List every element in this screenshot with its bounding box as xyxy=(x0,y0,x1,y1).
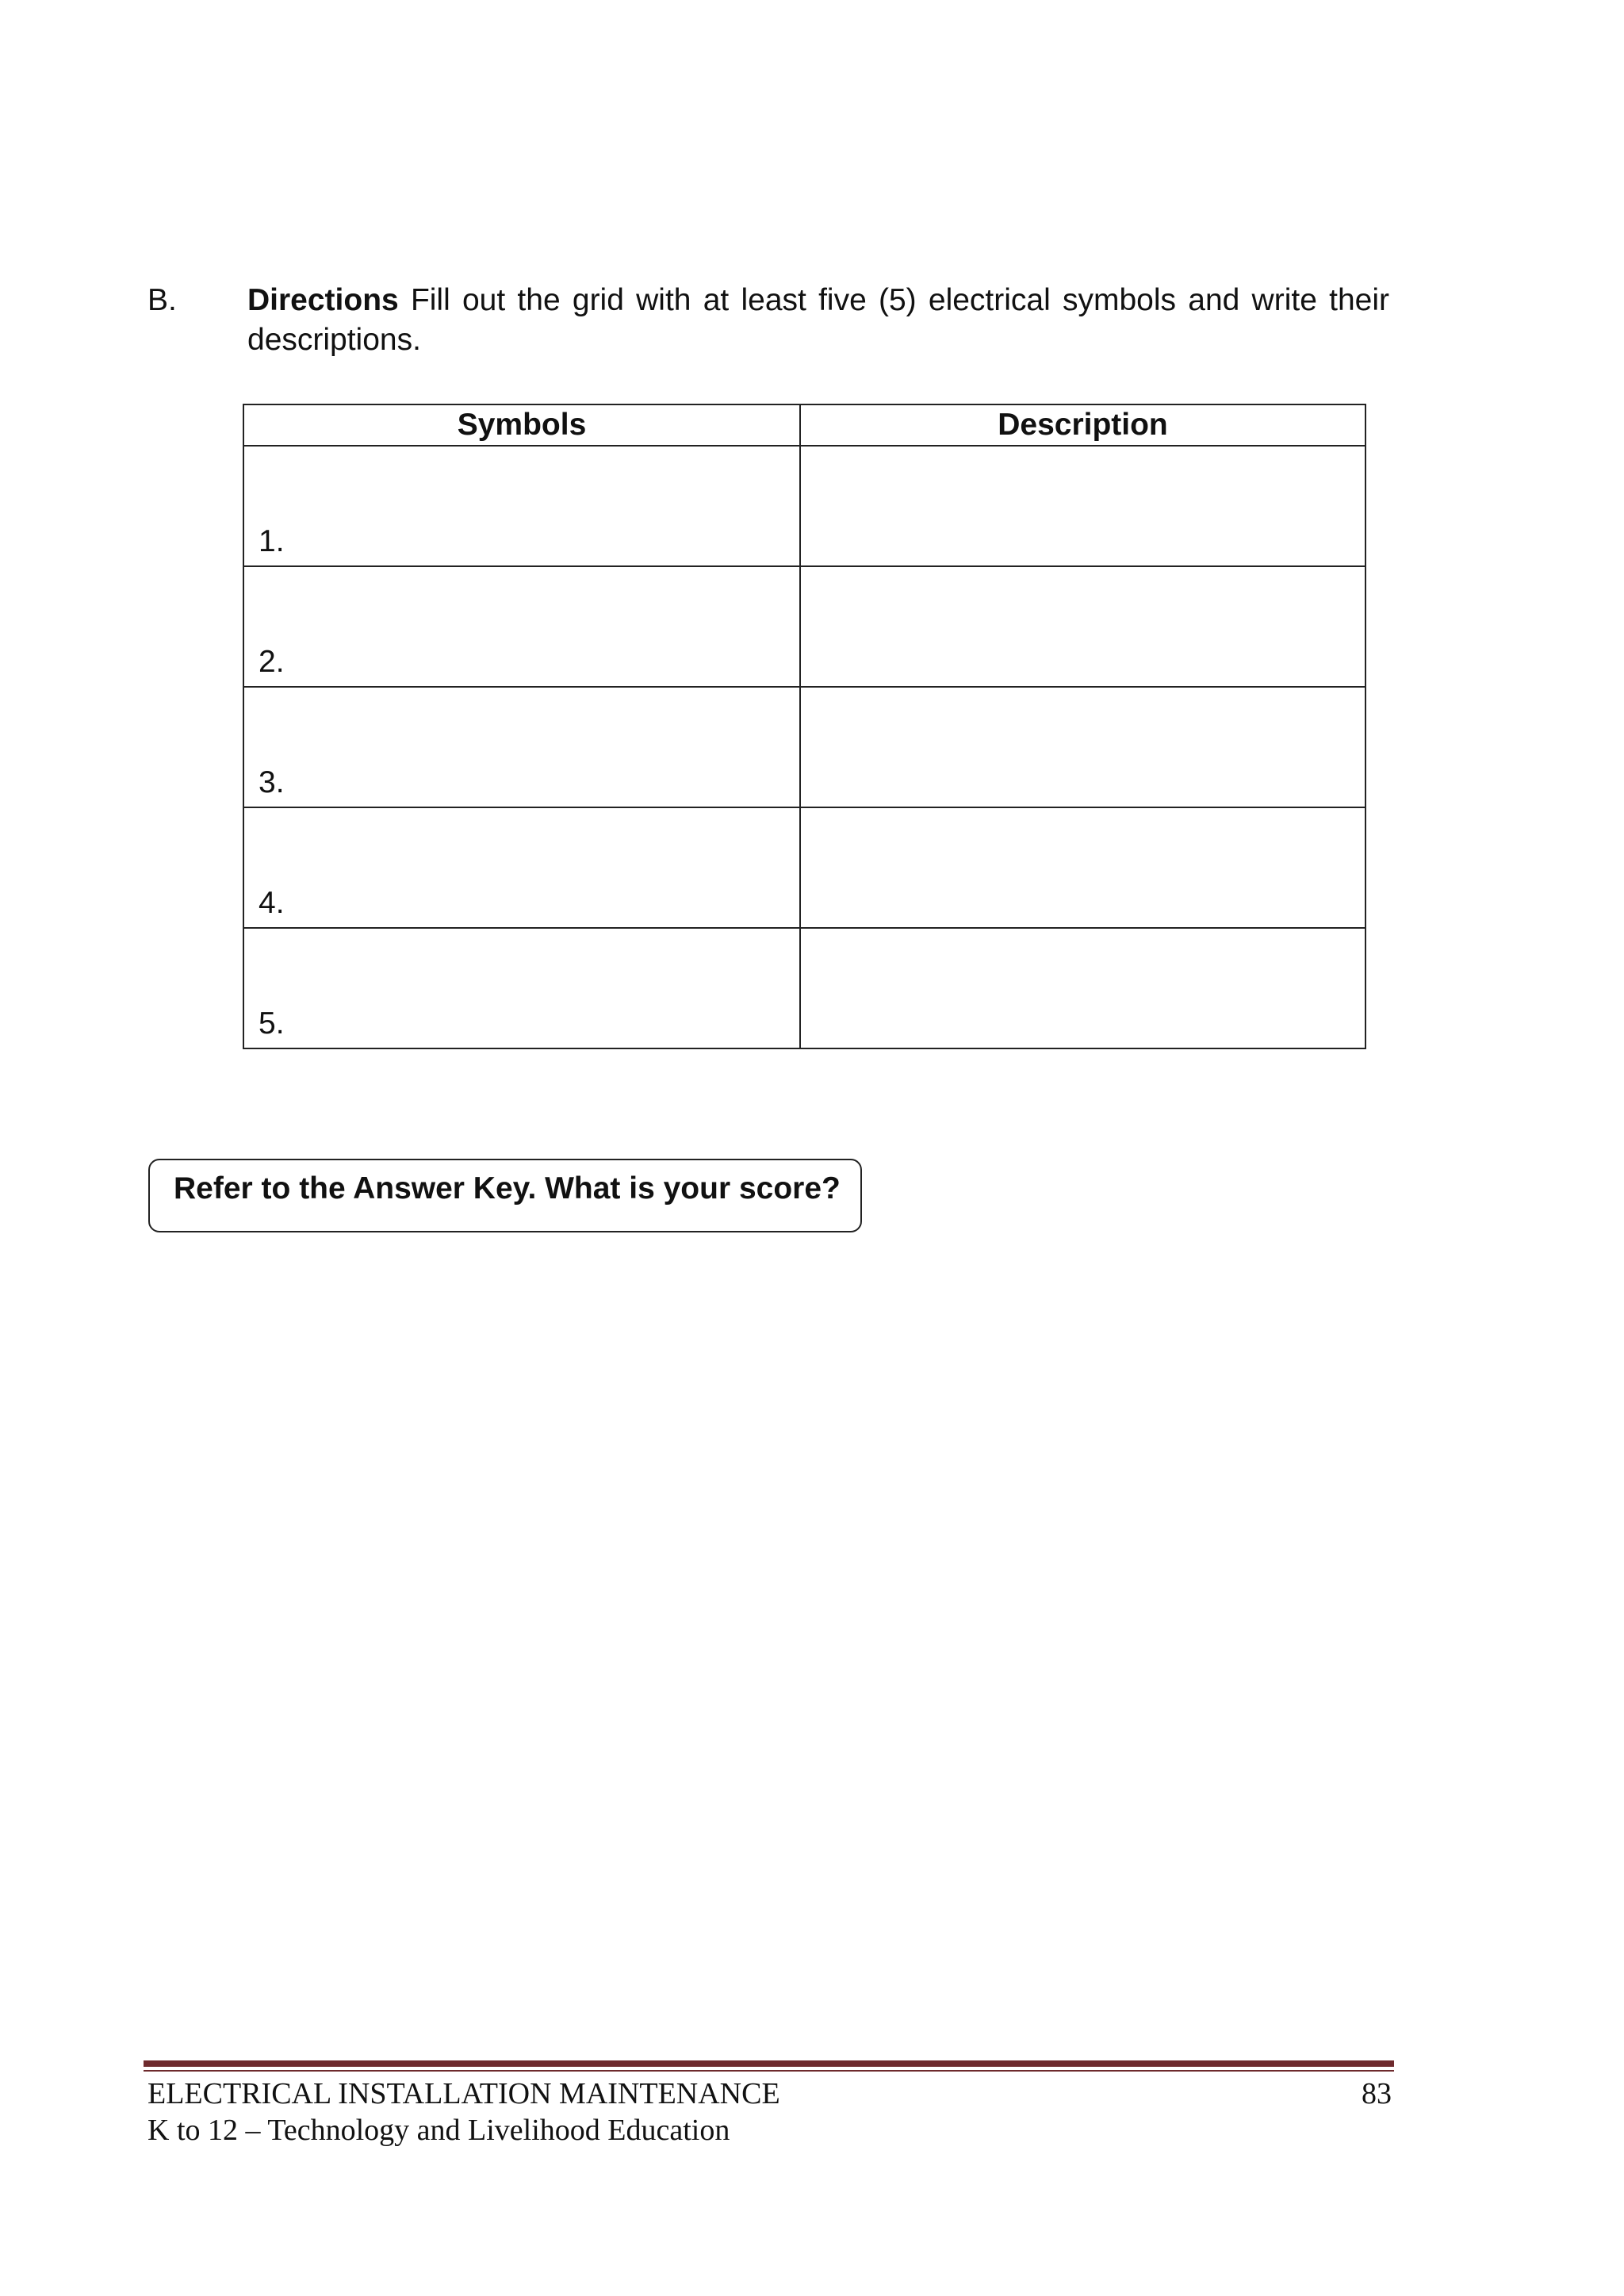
answer-key-box: Refer to the Answer Key. What is your score? xyxy=(148,1159,862,1232)
row-number: 1. xyxy=(259,524,285,558)
page-number: 83 xyxy=(1362,2077,1392,2110)
footer-rule-thick xyxy=(144,2060,1394,2067)
description-cell[interactable] xyxy=(800,807,1365,928)
symbol-cell[interactable] xyxy=(243,687,800,807)
table-row xyxy=(243,807,1365,928)
row-number: 3. xyxy=(259,765,285,799)
description-cell[interactable] xyxy=(800,687,1365,807)
directions-paragraph xyxy=(247,281,1389,360)
row-number: 5. xyxy=(259,1006,285,1041)
table-row xyxy=(243,446,1365,566)
symbol-cell[interactable] xyxy=(243,807,800,928)
footer-title: ELECTRICAL INSTALLATION MAINTENANCE xyxy=(147,2077,780,2110)
footer-rule-thin xyxy=(144,2070,1394,2072)
header-description: Description xyxy=(800,404,1365,446)
symbol-cell[interactable] xyxy=(243,566,800,687)
directions-label: Directions xyxy=(247,283,399,317)
description-cell[interactable] xyxy=(800,566,1365,687)
section-letter: B. xyxy=(147,283,177,317)
directions-text: Fill out the grid with at least five (5) electrical symbols and write their descriptions. xyxy=(247,283,1389,357)
symbol-cell[interactable] xyxy=(243,446,800,566)
grid-header-row xyxy=(243,404,1365,446)
description-cell[interactable] xyxy=(800,928,1365,1048)
table-row xyxy=(243,566,1365,687)
row-number: 2. xyxy=(259,645,285,679)
footer-subtitle: K to 12 – Technology and Livelihood Education xyxy=(147,2114,730,2147)
description-cell[interactable] xyxy=(800,446,1365,566)
table-row xyxy=(243,687,1365,807)
row-number: 4. xyxy=(259,886,285,920)
symbols-grid xyxy=(243,404,1366,1049)
symbol-cell[interactable] xyxy=(243,928,800,1048)
table-row xyxy=(243,928,1365,1048)
header-symbols: Symbols xyxy=(243,404,800,446)
